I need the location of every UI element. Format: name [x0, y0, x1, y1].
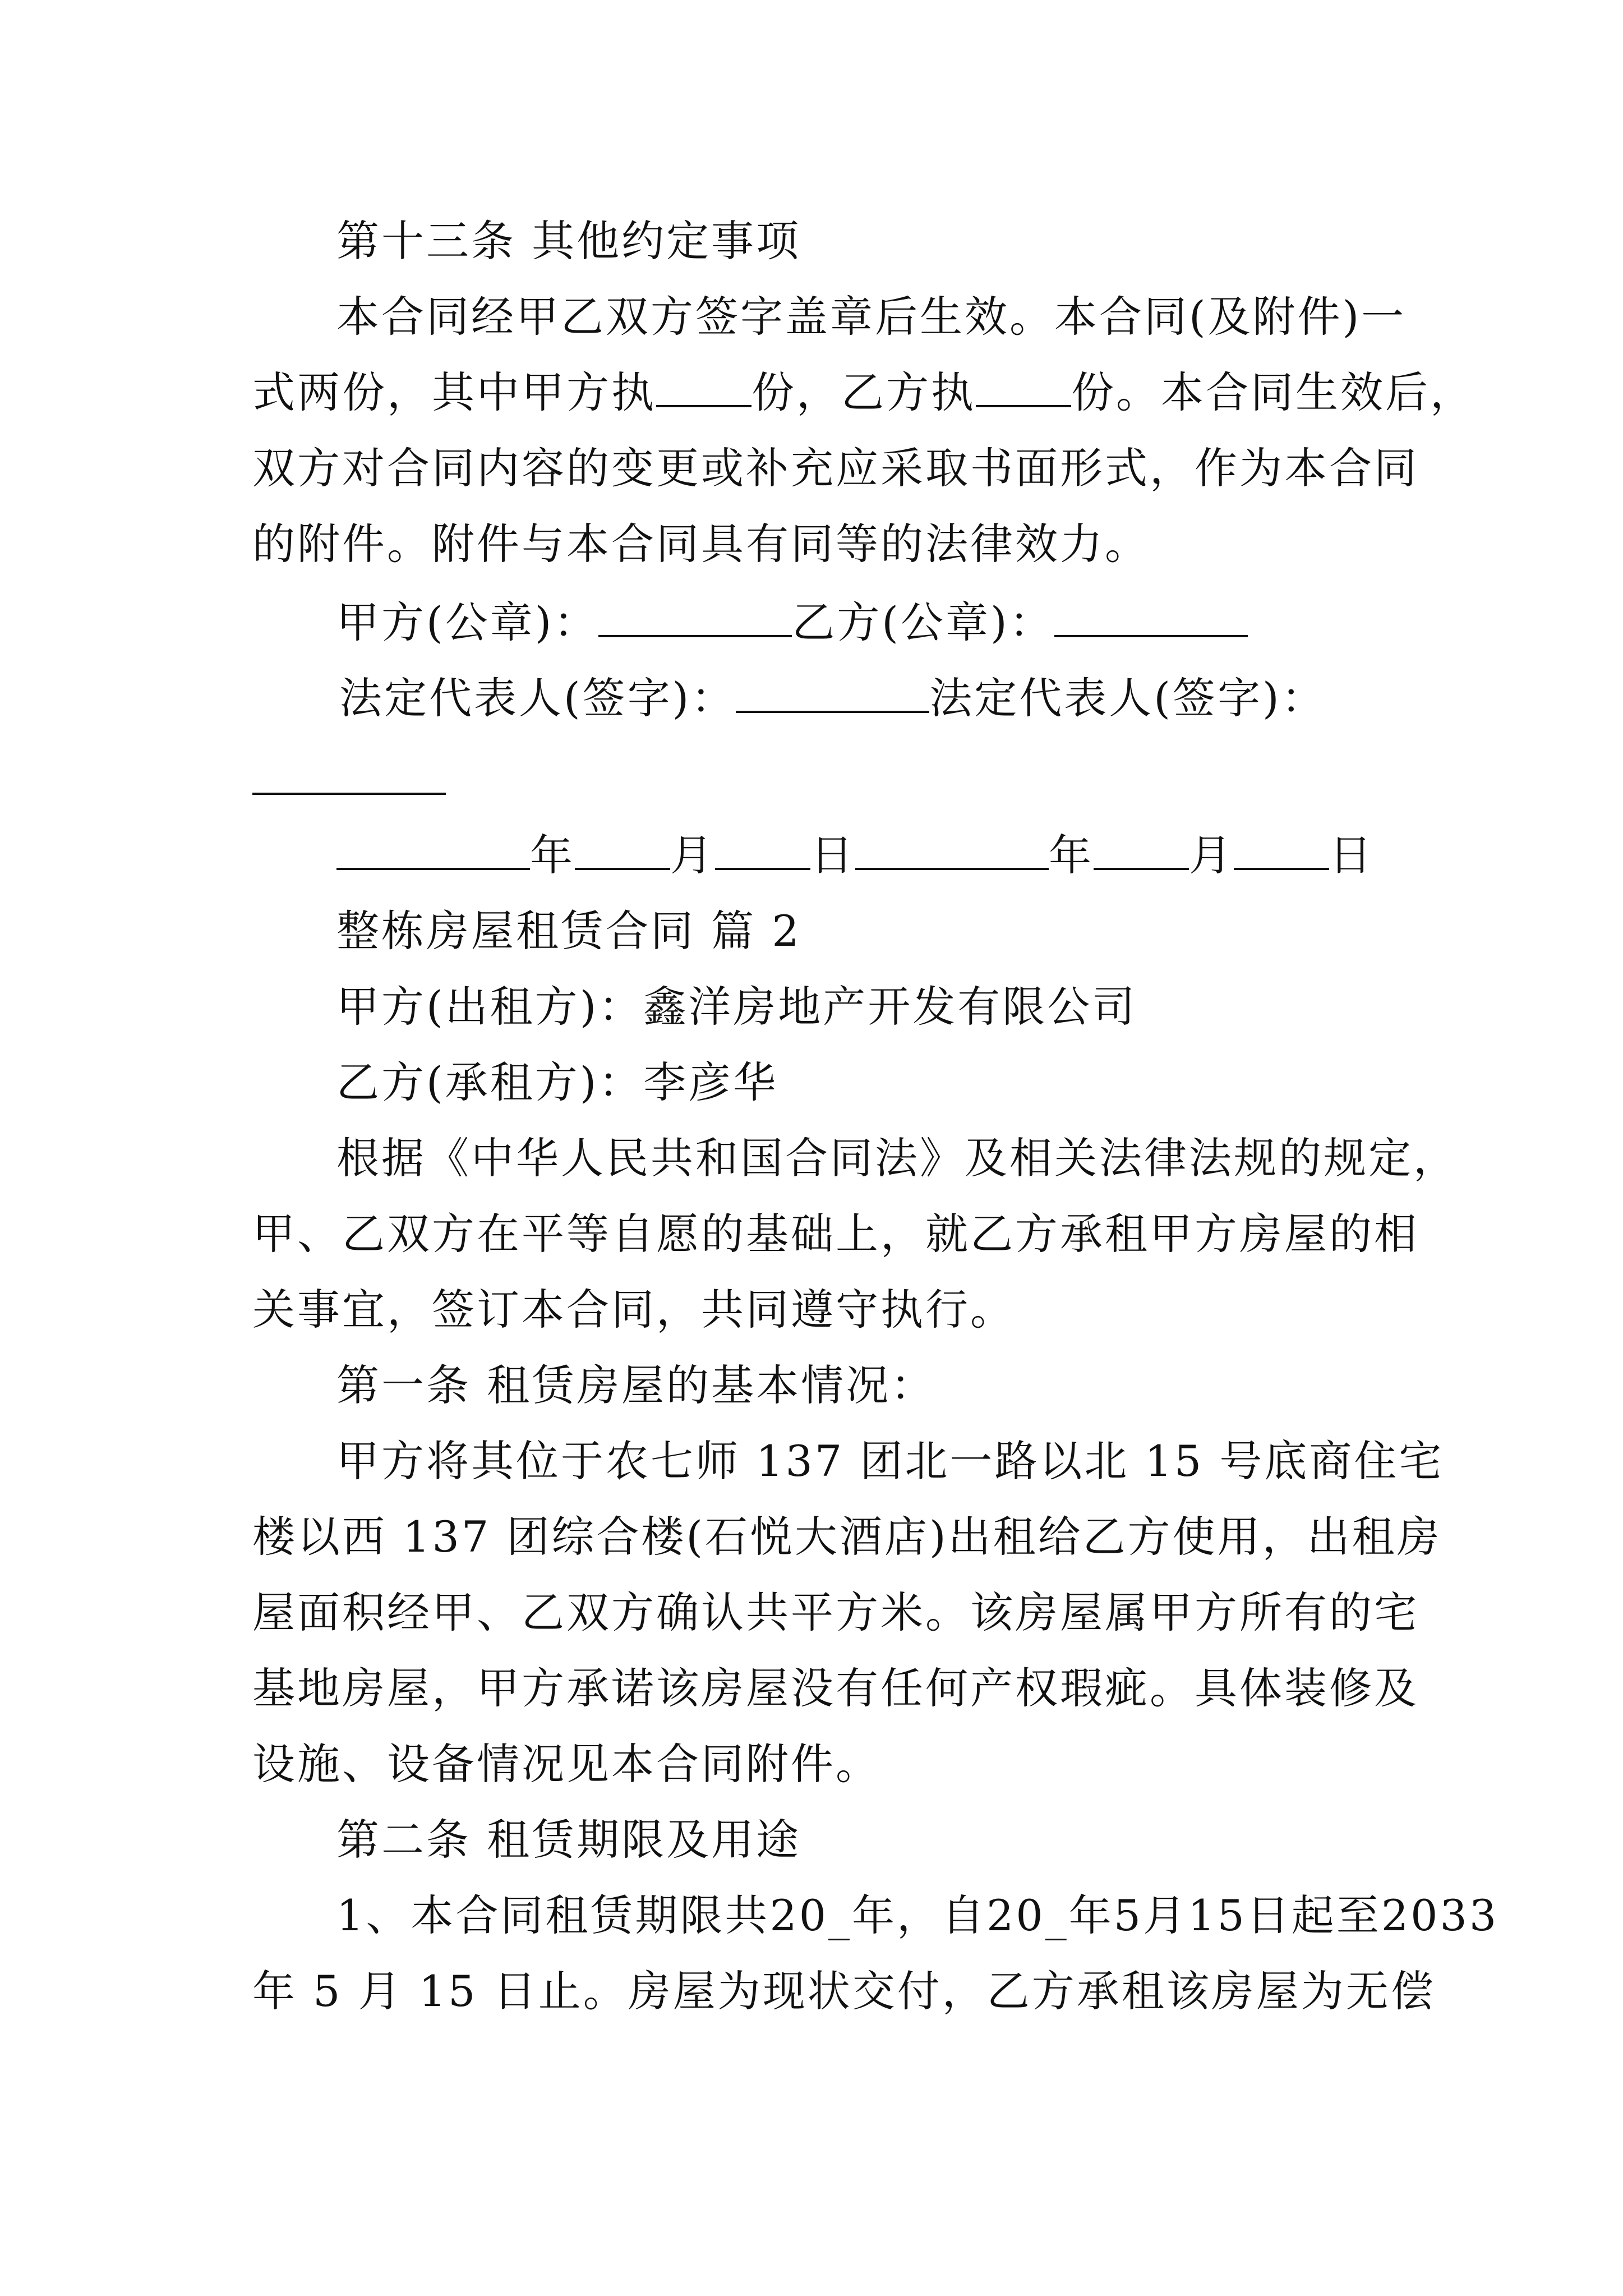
rep-a-blank [736, 677, 929, 713]
text-fragment: 份，乙方执 [751, 367, 976, 417]
day-label: 日 [810, 830, 855, 880]
article1-line: 设施、设备情况见本合同附件。 [252, 1739, 880, 1789]
party-b-seal-blank [1054, 601, 1248, 637]
article1-heading: 第一条 租赁房屋的基本情况： [336, 1360, 936, 1410]
copies-blank-b [976, 371, 1071, 407]
month-label: 月 [1189, 830, 1234, 880]
day-blank-a [715, 834, 810, 870]
section13-paragraph-line: 本合同经甲乙双方签字盖章后生效。本合同(及附件)一 [336, 292, 1407, 342]
party-b-seal-label: 乙方(公章)： [792, 597, 1054, 647]
year-blank-b [855, 834, 1049, 870]
seal-line [336, 595, 1408, 651]
article1-line: 屋面积经甲、乙双方确认共平方米。该房屋属甲方所有的宅 [252, 1588, 1419, 1637]
month-label: 月 [670, 830, 715, 880]
article2-line: 1、本合同租赁期限共20_年，自20_年5月15日起至2033 [336, 1890, 1499, 1940]
text-fragment: 式两份，其中甲方执 [252, 367, 656, 417]
preamble-line: 甲、乙双方在平等自愿的基础上，就乙方承租甲方房屋的相 [252, 1209, 1419, 1259]
rep-b-signature-blank [252, 793, 446, 795]
article2-line: 年 5 月 15 日止。房屋为现状交付，乙方承租该房屋为无偿 [252, 1966, 1436, 2016]
year-blank-a [336, 834, 530, 870]
party-a-seal-blank [598, 601, 792, 637]
preamble-line: 关事宜，签订本合同，共同遵守执行。 [252, 1285, 1015, 1335]
text-fragment: 份。本合同生效后， [1071, 367, 1475, 417]
copies-blank-a [656, 371, 751, 407]
party-a-line: 甲方(出租方)：鑫洋房地产开发有限公司 [336, 982, 1137, 1032]
day-blank-b [1234, 834, 1329, 870]
article1-line: 基地房屋，甲方承诺该房屋没有任何产权瑕疵。具体装修及 [252, 1663, 1419, 1713]
month-blank-b [1094, 834, 1189, 870]
section13-paragraph-line [252, 365, 1475, 421]
section13-paragraph-line: 的附件。附件与本合同具有同等的法律效力。 [252, 519, 1150, 569]
contract2-title: 整栋房屋租赁合同 篇 2 [336, 906, 801, 956]
section13-heading: 第十三条 其他约定事项 [336, 216, 801, 266]
preamble-line: 根据《中华人民共和国合同法》及相关法律法规的规定， [336, 1133, 1458, 1183]
section13-paragraph-line: 双方对合同内容的变更或补充应采取书面形式，作为本合同 [252, 443, 1419, 493]
month-blank-a [575, 834, 670, 870]
article1-line: 楼以西 137 团综合楼(石悦大酒店)出租给乙方使用，出租房 [252, 1512, 1442, 1562]
party-a-seal-label: 甲方(公章)： [336, 597, 599, 647]
year-label: 年 [1049, 830, 1094, 880]
day-label: 日 [1329, 830, 1374, 880]
party-b-line: 乙方(承租方)：李彦华 [336, 1057, 778, 1107]
year-label: 年 [530, 830, 575, 880]
rep-a-label: 法定代表人(签字)： [339, 673, 736, 723]
rep-b-label: 法定代表人(签字)： [929, 673, 1326, 723]
representative-line [339, 670, 1410, 726]
article2-heading: 第二条 租赁期限及用途 [336, 1815, 801, 1865]
date-line [336, 827, 1408, 884]
article1-line: 甲方将其位于农七师 137 团北一路以北 15 号底商住宅 [336, 1436, 1444, 1486]
